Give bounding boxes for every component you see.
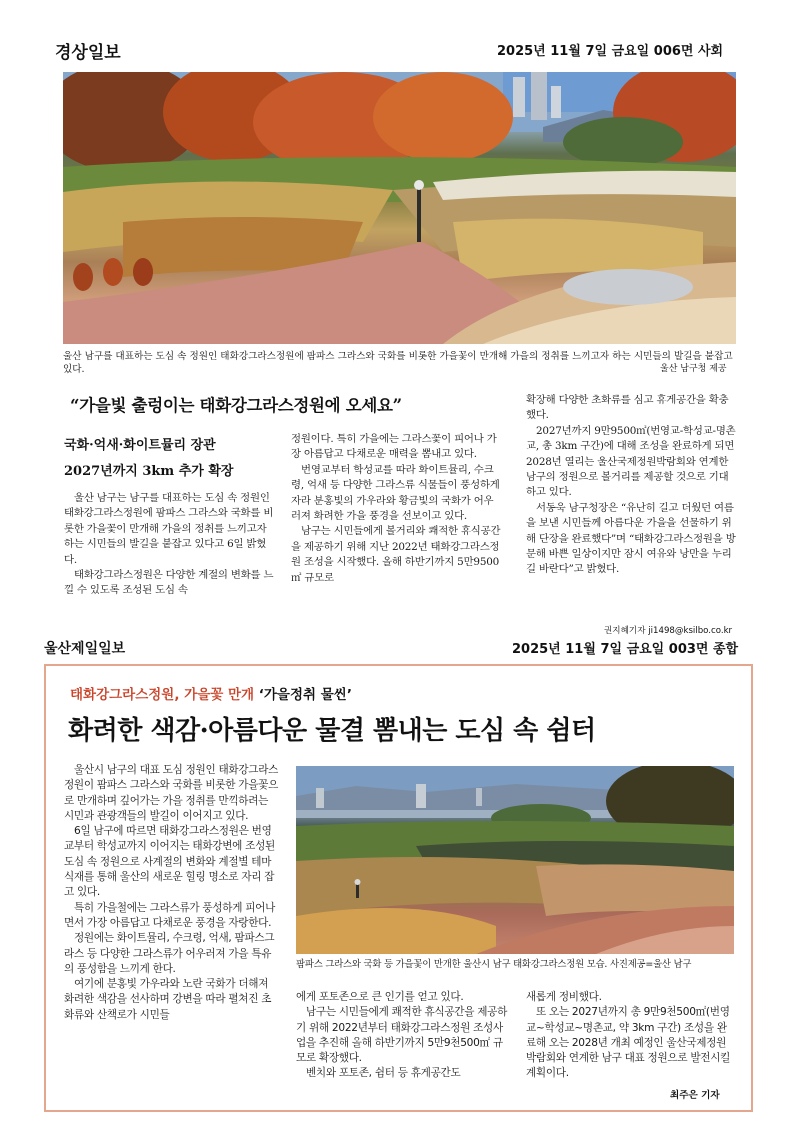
date-line-2: 2025년 11월 7일 금요일 003면 종합 [512, 642, 739, 657]
garden-illustration-1 [63, 72, 736, 344]
subhead-1b: 2027년까지 3km 추가 확장 [64, 464, 234, 479]
paragraph: 태화강그라스정원은 다양한 계절의 변화를 느낄 수 있도록 조성된 도심 속 [64, 569, 274, 597]
paragraph: 6일 남구에 따르면 태화강그라스정원은 번영교부터 학성교까지 이어지는 태화강변에 조성된 도심 속 정원으로 사계절의 변화와 계절별 테마 식재를 통해 울산의 새로운 힐링 명소로 자리 잡고 있다. [64, 825, 275, 899]
subhead-1a: 국화·억새·화이트뮬리 장관 [64, 438, 216, 453]
article-1-column-3 [526, 393, 736, 578]
kicker-2 [70, 683, 352, 703]
article-2-column-1 [64, 763, 281, 1023]
photo-caption-text-1: 울산 남구를 대표하는 도심 속 정원인 태화강그라스정원에 팜파스 그라스와 국화를 비롯한 가을꽃이 만개해 가을의 정취를 느끼고자 하는 시민들의 발길을 붙잡고 있다. [63, 351, 733, 375]
paragraph: 울산 남구는 남구를 대표하는 도심 속 정원인 태화강그라스정원에 팜파스 그라스와 국화를 비롯한 가을꽃이 만개해 가을의 정취를 느끼고자 하는 시민들의 발길을 붙잡고 있다고 6일 밝혔다. [64, 492, 274, 566]
byline-2: 최주은 기자 [670, 1090, 720, 1101]
garden-photo-1 [63, 72, 736, 344]
article-1-column-2 [291, 432, 501, 586]
garden-photo-2 [296, 766, 734, 954]
paragraph: 특히 가을철에는 그라스류가 풍성하게 피어나면서 가장 아름답고 다채로운 풍경을 자랑한다. [64, 901, 276, 929]
headline-1: “가을빛 출렁이는 태화강그라스정원에 오세요” [70, 396, 402, 415]
byline-1: 권지혜기자 ji1498@ksilbo.co.kr [604, 626, 733, 636]
paragraph: 정원에는 화이트뮬리, 수크령, 억새, 팜파스그라스 등 다양한 그라스류가 어우러져 가을 특유의 풍성함을 느끼게 한다. [64, 932, 275, 975]
kicker-2-text: 태화강그라스정원, 가을꽃 만개 [70, 687, 259, 703]
date-line-1: 2025년 11월 7일 금요일 006면 사회 [497, 44, 724, 59]
article-2-column-2 [296, 990, 508, 1082]
photo-caption-2: 팜파스 그라스와 국화 등 가을꽃이 만개한 울산시 남구 태화강그라스정원 모습. 사진제공=울산 남구 [296, 959, 692, 970]
paragraph: 2027년까지 9만9500㎡(번영교-학성교-명촌교, 총 3km 구간)에 대해 조성을 완료하게 되면 2028년 열리는 울산국제정원박람회와 연계한 남구의 정원으로 볼거리를 제공할 것으로 기대하고 있다. [526, 424, 736, 499]
paragraph: 남구는 시민들에게 쾌적한 휴식공간을 제공하기 위해 2022년부터 태화강그라스정원 조성사업을 추진해 올해 하반기까지 5만9천500㎡ 규모로 확장했다. [296, 1006, 508, 1065]
paper-name-1: 경상일보 [55, 43, 121, 63]
paragraph: 정원이다. 특히 가을에는 그라스꽃이 피어나 가장 아름답고 다채로운 매력을 뽐내고 있다. [291, 433, 497, 461]
paragraph: 또 오는 2027년까지 총 9만9천500㎡(번영교~학성교~명촌교, 약 3km 구간) 조성을 완료해 오는 2028년 개최 예정인 울산국제정원박람회와 연계한 남구 대표 정원으로 발전시킬 계획이다. [526, 1006, 731, 1080]
paragraph: 서동욱 남구청장은 “유난히 길고 더웠던 여름을 보낸 시민들께 아름다운 가을을 선물하기 위해 단장을 완료했다”며 “태화강그라스정원을 방문해 바쁜 일상이지만 잠시 여유와 낭만을 누리길 바란다”고 밝혔다. [526, 501, 736, 576]
kicker-2-quote: ‘가을정취 물씬’ [258, 687, 352, 703]
paragraph: 새롭게 정비했다. [526, 991, 602, 1003]
photo-caption-1 [63, 350, 736, 376]
paragraph: 확장해 다양한 초화류를 심고 휴게공간을 확충했다. [526, 394, 729, 422]
paragraph: 에게 포토존으로 큰 인기를 얻고 있다. [296, 991, 464, 1003]
garden-illustration-2 [296, 766, 734, 954]
paragraph: 여기에 분홍빛 가우라와 노란 국화가 더해져 화려한 색감을 선사하며 강변을 따라 펼쳐진 초화류와 산책로가 시민들 [64, 978, 272, 1021]
paragraph: 번영교부터 학성교를 따라 화이트뮬리, 수크령, 억새 등 다양한 그라스류 식물들이 풍성하게 자라 분홍빛의 가우라와 황금빛의 국화가 어우러져 화려한 가을 풍경을 선보이고 있다. [291, 463, 500, 523]
paragraph: 남구는 시민들에게 볼거리와 쾌적한 휴식공간을 제공하기 위해 지난 2022년 태화강그라스정원 조성을 시작했다. 올해 하반기까지 5만9500㎡ 규모로 [291, 525, 501, 584]
photo-credit-1: 울산 남구청 제공 [660, 364, 727, 374]
paper-name-2: 울산제일일보 [44, 641, 126, 657]
headline-2: 화려한 색감·아름다운 물결 뽐내는 도심 속 쉼터 [68, 716, 596, 746]
article-2-column-3 [526, 990, 734, 1082]
paragraph: 울산시 남구의 대표 도심 정원인 태화강그라스정원이 팜파스 그라스와 국화를 비롯한 가을꽃으로 만개하며 깊어가는 가을 정취를 만끽하려는 시민과 관광객들의 발길이 이어지고 있다. [64, 764, 279, 822]
paragraph: 벤치와 포토존, 쉼터 등 휴게공간도 [306, 1067, 461, 1080]
article-1-column-1 [64, 491, 274, 599]
